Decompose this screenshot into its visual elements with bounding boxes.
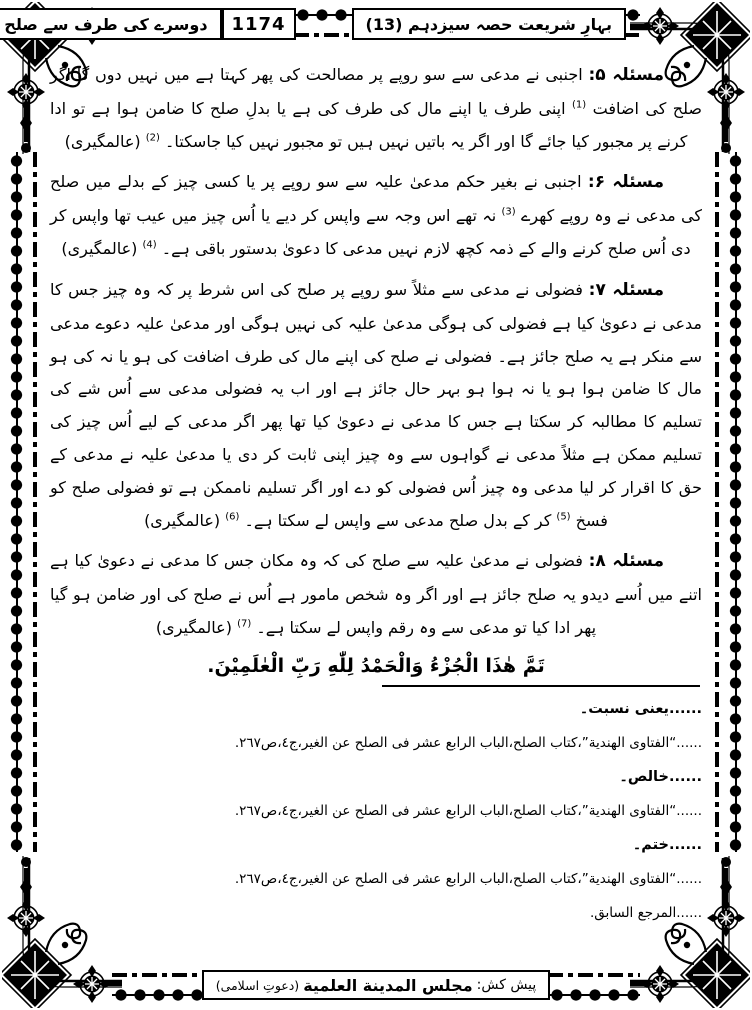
masala-label: مسئلہ ۵:: [588, 65, 664, 85]
page-footer: [114, 968, 638, 1002]
book-title: بہارِ شریعت حصہ سیزدہم (13): [365, 14, 612, 34]
footnote-marker: (7): [237, 618, 252, 630]
footnotes-section: [50, 699, 702, 923]
page-body: [50, 58, 702, 936]
footnote: ......خالص۔: [619, 768, 702, 785]
footnote: ......“الفتاوى الهندية”،كتاب الصلح،الباب الرابع عشر فى الصلح عن الغير،ج٤،ص٢٦٧.: [234, 735, 702, 752]
footnote: ......ختم۔: [632, 836, 702, 853]
chapter-title: دوسرے کی طرف سے صلح: [4, 14, 208, 34]
footnote-marker: (6): [225, 511, 240, 523]
masala-paragraph: مسئلہ ۸: فضولی نے مدعیٰ علیہ سے صلح کی کہ وہ مکان جس کا مدعی نے دعویٰ کیا ہے اتنے میں اُسے دیدو یہ صلح جائز ہے اور اگر وہ شخص مامور ہے اُس نے صلح کی اور ضامن ہو گیا پھر ادا کیا تو مدعی سے وہ رقم واپس لے سکتا ہے۔ $^{(7)}$ (عالمگیری): [50, 551, 702, 637]
page-number: 1174: [231, 13, 286, 35]
header-ornament-line: [296, 4, 352, 44]
masala-paragraph: مسئلہ ۶: اجنبی نے بغیر حکم مدعیٰ علیہ سے سو روپے پر یا کسی چیز کے بدلے میں صلح کی مدعی نے وہ روپے کھرے $^{(3)}$ نہ تھے اس وجہ سے واپس کر دیے یا اُس چیز میں عیب تھا واپس کر دی اُس صلح کرنے والے کے ذمہ کچھ لازم نہیں مدعی کا دعویٰ بدستور باقی ہے۔ $^{(4)}$ (عالمگیری): [50, 172, 703, 259]
footnote-marker: (3): [501, 206, 516, 218]
chapter-title-box: [0, 8, 222, 40]
footer-ornament-line: [550, 968, 638, 1002]
footnote: ......“الفتاوى الهندية”،كتاب الصلح،الباب الرابع عشر فى الصلح عن الغير،ج٤،ص٢٦٧.: [234, 871, 702, 888]
masala-label: مسئلہ ۷:: [588, 279, 664, 300]
footnote: ......“الفتاوى الهندية”،كتاب الصلح،الباب الرابع عشر فى الصلح عن الغير،ج٤،ص٢٦٧.: [234, 803, 702, 820]
footnote-marker: (2): [145, 132, 160, 144]
border-dashline-right: [715, 152, 719, 852]
masala-label: مسئلہ ۸:: [588, 551, 665, 572]
page-number-box: [222, 8, 296, 40]
publisher-name: مجلس المدینة العلمیة: [303, 975, 473, 995]
footnote-marker: (5): [556, 511, 571, 523]
footnote: ......المرجع السابق.: [589, 904, 702, 921]
publisher-suffix: (دعوتِ اسلامی): [215, 977, 300, 993]
footnote-marker: (1): [572, 99, 587, 111]
footer-ornament-line: [114, 968, 202, 1002]
header-ornament-line: [626, 4, 638, 44]
footnote: ......یعنی نسبت۔: [579, 700, 702, 717]
closing-line: تَمَّ هٰذَا الْجُزْءُ وَالْحَمْدُ لِلّٰهِ رَبِّ الْعٰلَمِيْنَ.: [207, 654, 545, 677]
footnote-separator: [382, 685, 700, 687]
border-beads-right: [726, 152, 745, 852]
footnote-marker: (4): [142, 239, 157, 251]
masala-paragraph: مسئلہ ۵: اجنبی نے مدعی سے سو روپے پر مصالحت کی پھر کہتا ہے میں نہیں دوں گا اگر صلح کی اضافت $^{(1)}$ اپنی طرف یا اپنے مال کی طرف کی ہے یا بدلِ صلح کا ضامن ہوا ہے تو ادا کرنے پر مجبور کیا جائے گا اور اگر یہ باتیں نہیں ہیں تو مجبور نہیں کیا جاسکتا۔ $^{(2)}$ (عالمگیری): [50, 65, 703, 151]
border-dashline-left: [33, 152, 37, 852]
book-title-box: [352, 8, 626, 40]
masala-label: مسئلہ ۶:: [587, 172, 664, 193]
publisher-prefix: پیش کش:: [476, 977, 537, 993]
body-text: [50, 58, 702, 645]
publisher-box: [202, 970, 551, 1000]
border-beads-left: [7, 152, 26, 852]
page-header: [4, 4, 638, 44]
masala-paragraph: مسئلہ ۷: فضولی نے مدعی سے مثلاً سو روپے پر صلح کی اس شرط پر کہ وہ چیز جس کا مدعی نے دعویٰ کیا ہے فضولی کی ہوگی مدعیٰ علیہ کی نہیں ہوگی اور مدعیٰ علیہ دعوے مدعی سے منکر ہے یہ صلح جائز ہے۔ فضولی نے صلح کی اپنے مال کی طرف اضافت کی ہو یا نہ کی ہو مال کا ضامن ہوا ہو یا نہ ہوا ہو بہر حال جائز ہے اور اب یہ فضولی مدعی سے اُس شے کی تسلیم کا مطالبہ کر سکتا ہے جس کا مدعی نے دعویٰ کیا تھا پھر اگر مدعی کے لیے اُس چیز کی تسلیم ممکن ہے مثلاً مدعی نے گواہوں سے وہ چیز اپنی ثابت کر دی یا مدعیٰ علیہ نے مدعی کے حق کا اقرار کر لیا مدعی وہ چیز اُس فضولی کو دے اور اگر تسلیم ناممکن ہے تو فضولی صلح کو فسخ $^{(5)}$ کر کے بدل صلح مدعی سے واپس لے سکتا ہے۔ $^{(6)}$ (عالمگیری): [50, 279, 702, 530]
